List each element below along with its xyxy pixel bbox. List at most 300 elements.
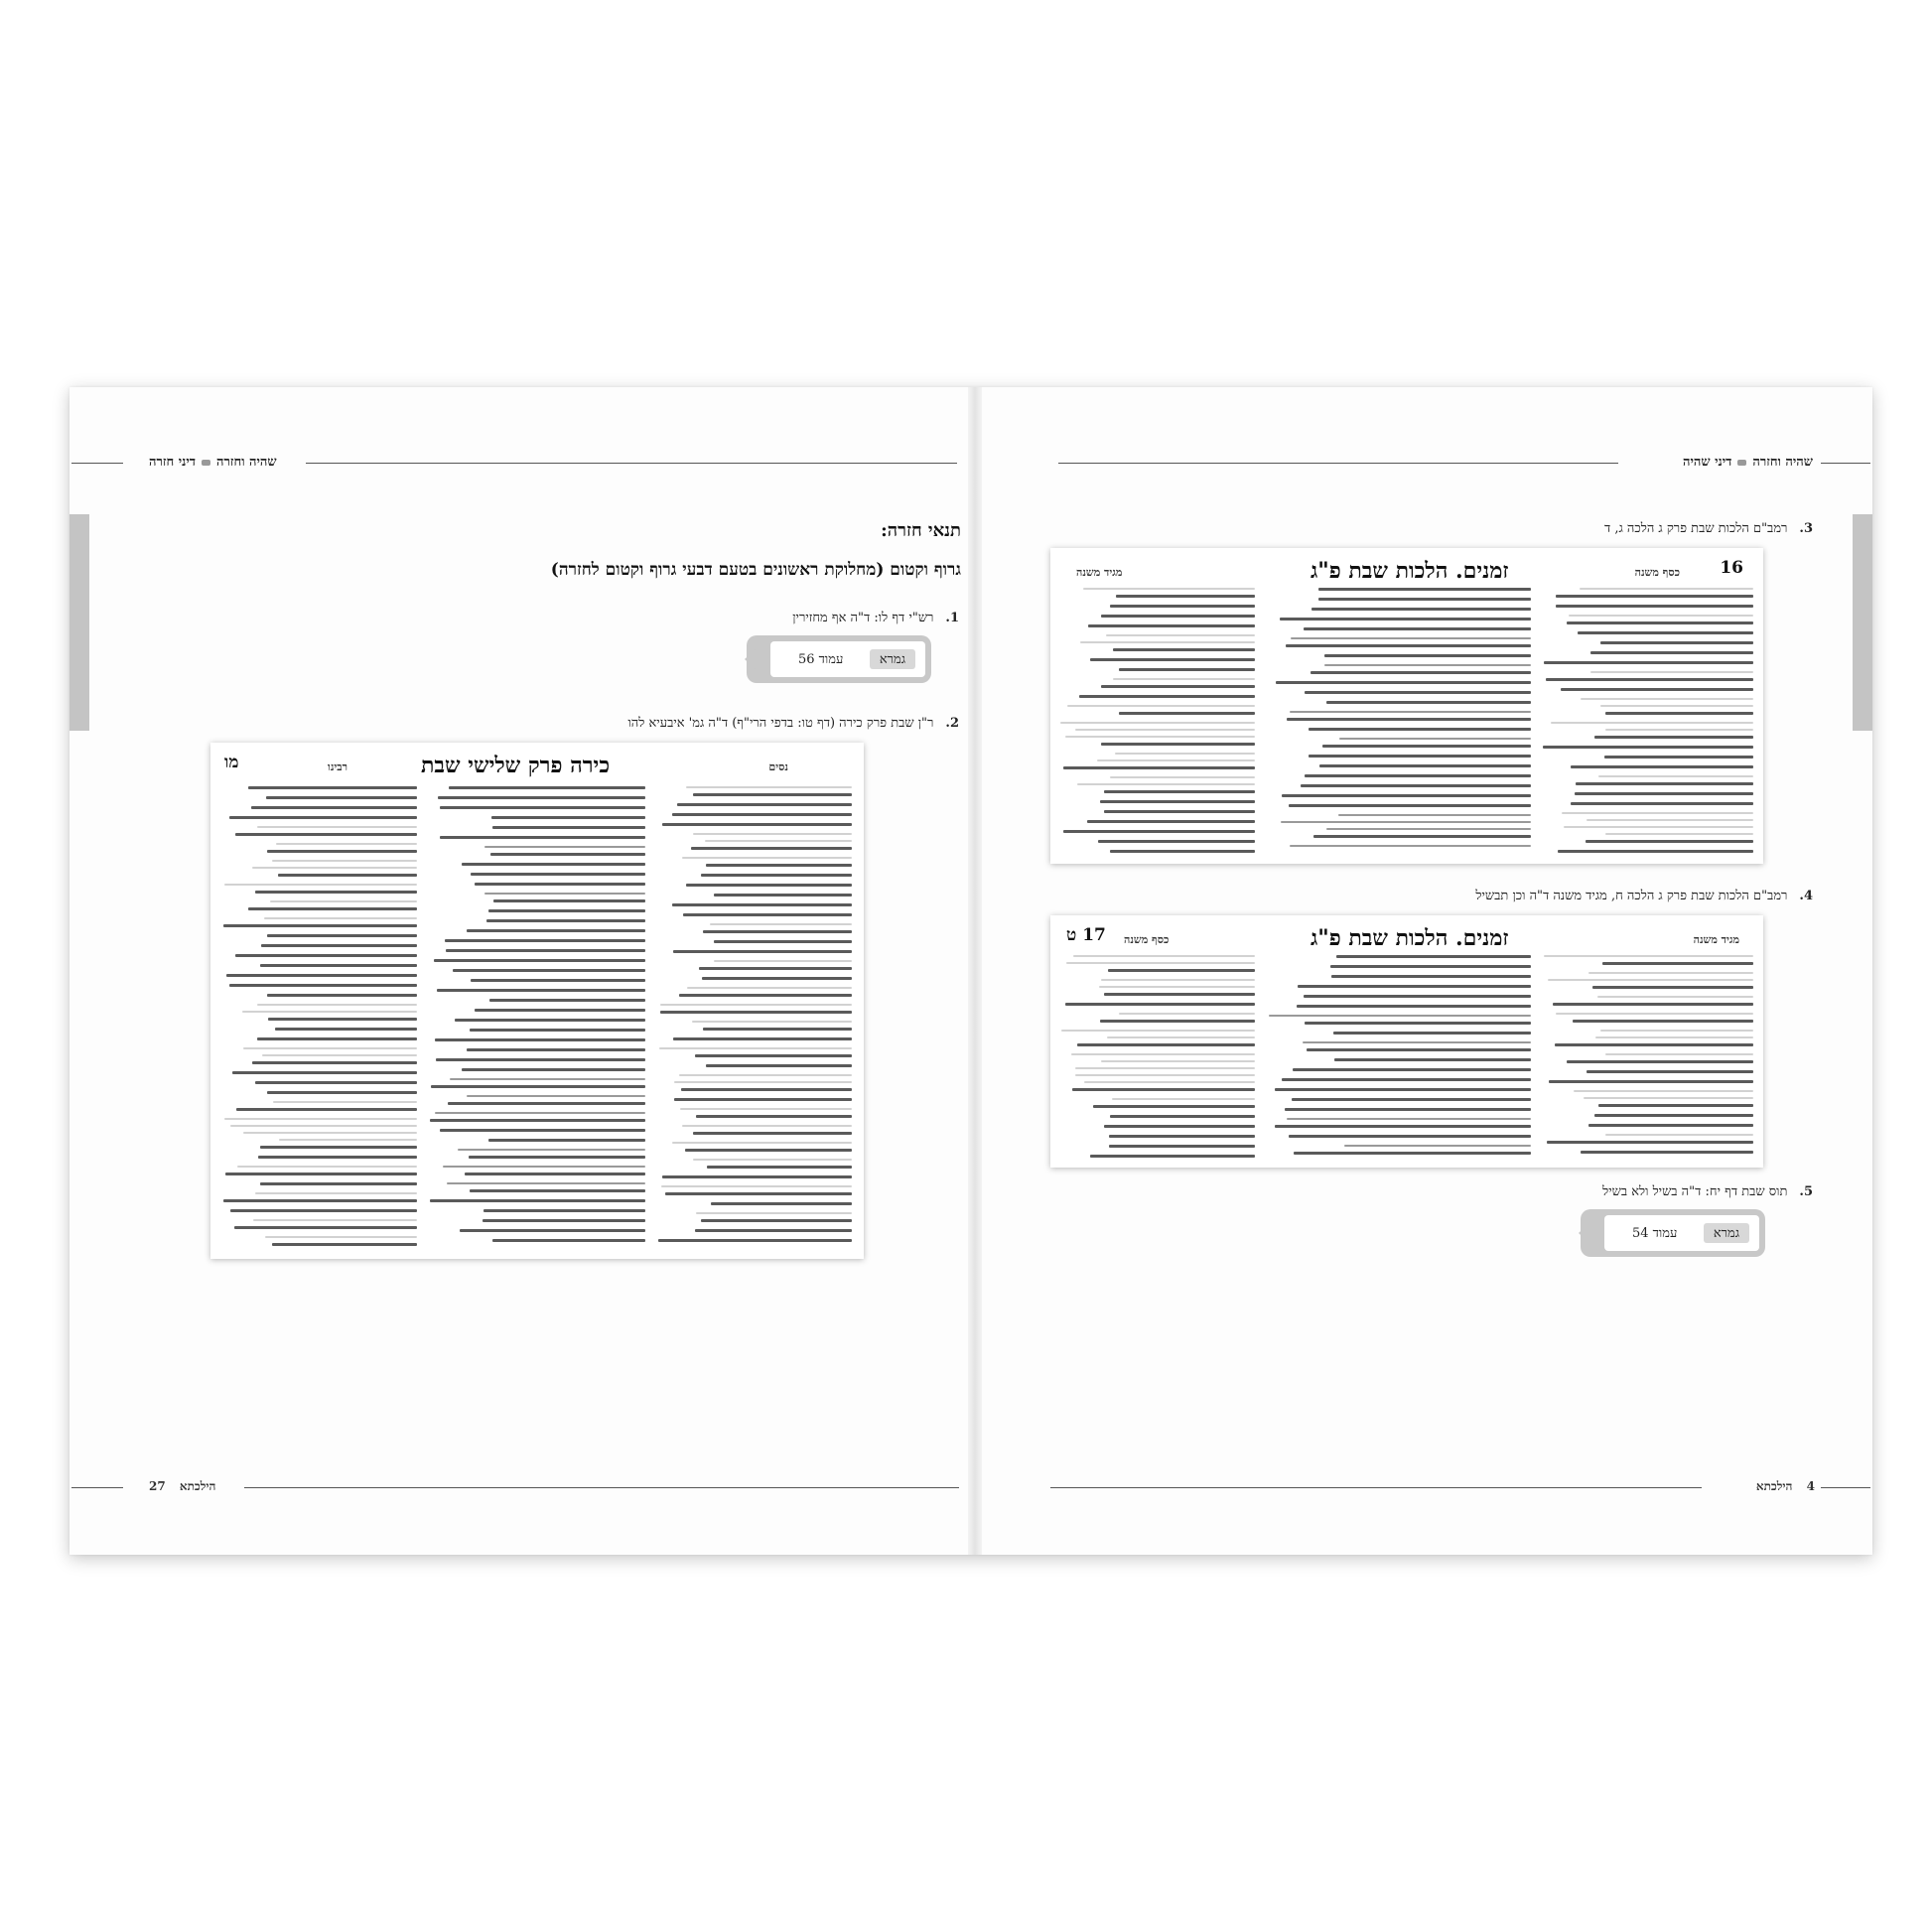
scan-text-line [703,1028,852,1031]
scan-text-line [681,1088,852,1091]
scan-col-left [1060,955,1255,1160]
scan-text-line [1077,783,1255,785]
footer-book: הילכתא [179,1479,216,1493]
scan-text-line [1063,766,1255,769]
scan-text-line [1285,1108,1531,1111]
scan-text-line [1575,792,1753,795]
scan-text-line [1087,820,1255,823]
right-footer [1756,1479,1815,1494]
scan-col-right [657,786,852,1249]
scan-text-line [437,989,645,992]
scan-text-line [1309,755,1531,758]
scan-text-line [1594,1114,1753,1117]
scan-text-line [447,1182,645,1184]
right-page-tab [1853,514,1872,731]
scan-text-line [224,1118,417,1120]
scan-text-line [1333,1032,1531,1035]
scan-text-line [1556,595,1753,598]
badge-inner [1604,1215,1759,1251]
scan-text-line [1289,804,1531,807]
scan-title: כירה פרק שלישי שבת [421,753,611,778]
scan-text-line [440,836,645,839]
scan-text-line [248,786,417,789]
scan-text-line [260,1182,417,1185]
left-gemara-badge[interactable] [747,635,931,683]
scan-text-line [695,1229,852,1232]
scan-text-line [467,1048,645,1051]
right-header-rule-short [1821,463,1870,464]
scan-text-line [1098,840,1255,843]
left-page-subtitle: גרוף וקטום (מחלוקת ראשונים בטעם דבעי גרוף וקטום לחזרה) [550,560,961,580]
scan-text-line [695,1054,852,1057]
scan-text-line [258,1156,417,1159]
scan-text-line [677,803,852,806]
scan-text-line [488,909,645,912]
scan-text-line [1063,830,1255,833]
scan-text-line [275,1028,417,1031]
scan-text-line [1595,1036,1753,1038]
scan-text-line [272,1243,417,1246]
scan-text-line [1101,1060,1255,1062]
scan-text-line [438,796,645,799]
scan-text-line [714,894,852,897]
scan-text-line [1598,1104,1753,1107]
scan-text-line [1119,1013,1255,1015]
right-source-3[interactable] [1604,520,1813,536]
scan-text-line [1281,821,1531,823]
scan-text-line [488,1139,645,1142]
right-source-scan-1 [1050,548,1763,864]
left-running-header [149,454,277,470]
scan-text-line [430,1199,645,1202]
scan-text-line [1311,671,1531,674]
right-header-part2: דיני שהיה [1682,455,1732,470]
scan-text-line [453,969,645,972]
scan-text-line [682,1125,852,1127]
scan-text-line [1573,1020,1753,1023]
scan-text-line [1282,794,1531,797]
scan-col-left [1060,588,1255,856]
scan-text-line [462,1068,645,1071]
badge-inner [770,641,925,677]
scan-text-line [1108,969,1255,972]
scan-text-line [276,843,417,845]
scan-text-line [1109,1135,1255,1138]
scan-text-line [1556,1013,1753,1015]
left-page-tab [69,514,89,731]
source-text: ר"ן שבת פרק כירה (דף טו: בדפי הרי"ף) ד"ה גמ' איבעיא להו [627,716,934,731]
scan-text-line [1578,631,1753,634]
scan-text-line [1294,1152,1531,1155]
scan-text-line [460,1229,645,1232]
scan-text-line [658,1239,852,1242]
left-header-rule-short [71,463,123,464]
scan-text-line [1067,705,1255,707]
scan-text-line [701,874,852,877]
scan-text-line [1592,986,1753,989]
scan-text-line [257,1037,417,1040]
scan-text-line [471,873,645,876]
scan-text-line [1104,810,1255,813]
scan-text-line [693,1132,852,1135]
scan-text-line [701,1219,852,1222]
scan-text-line [1326,701,1531,704]
scan-text-line [1594,736,1753,739]
scan-text-line [1110,1115,1255,1118]
scan-text-line [266,796,417,799]
scan-text-line [268,1018,417,1021]
scan-text-line [255,891,417,894]
scan-text-line [1336,955,1531,958]
scan-text-line [430,1119,645,1122]
scan-text-line [1324,664,1531,666]
scan-text-line [489,999,645,1002]
scan-text-line [251,806,417,809]
scan-text-line [1093,1105,1255,1108]
scan-text-line [674,1081,852,1083]
scan-text-line [455,1019,645,1022]
scan-text-line [1101,743,1255,746]
scan-text-line [1104,1125,1255,1128]
scan-text-line [1313,835,1531,838]
scan-text-line [265,1236,417,1238]
scan-text-line [693,1159,852,1161]
scan-text-line [1080,641,1255,643]
scan-header [1050,923,1763,953]
scan-text-line [1115,753,1255,755]
scan-text-line [1072,1088,1255,1091]
scan-text-line [679,1074,852,1076]
scan-text-line [1318,598,1531,601]
scan-text-line [1587,819,1753,821]
scan-text-line [1066,962,1255,964]
scan-text-line [1113,678,1255,680]
scan-text-line [273,1101,417,1103]
scan-text-line [696,1115,852,1118]
header-separator-icon [202,460,210,466]
scan-text-line [486,919,645,922]
scan-text-line [1600,641,1753,644]
scan-text-line [1104,790,1255,793]
scan-left-label: כסף משנה [1124,933,1170,946]
scan-text-line [1569,615,1753,617]
scan-text-line [1109,1145,1255,1148]
scan-text-line [1581,698,1753,700]
scan-text-line [707,1166,852,1169]
scan-text-line [1604,756,1753,759]
scan-text-line [1324,654,1531,657]
scan-text-line [483,1209,645,1212]
scan-text-line [687,987,852,989]
scan-text-line [1303,1041,1531,1043]
badge-page: עמוד 54 [1632,1226,1678,1241]
scan-text-line [234,1226,417,1229]
scan-text-line [1110,605,1255,608]
scan-text-line [1556,605,1753,608]
scan-text-line [672,903,852,906]
scan-text-line [1275,1125,1531,1128]
scan-text-line [236,1108,417,1111]
source-text: רמב"ם הלכות שבת פרק ג הלכה ג, ד [1603,521,1788,536]
scan-text-line [1099,986,1255,988]
scan-text-line [223,924,417,927]
scan-text-line [1588,972,1753,974]
scan-text-line [1598,775,1753,777]
scan-text-line [682,857,852,859]
scan-text-line [1101,685,1255,688]
scan-page-number: 16 [1720,558,1743,578]
source-number: 3. [1799,521,1813,536]
scan-text-line [223,1199,417,1202]
scan-text-line [1110,850,1255,853]
scan-text-line [1558,850,1753,853]
scan-text-line [1571,765,1753,768]
left-header-part2: דיני חזרה [149,455,197,470]
right-page [975,387,1872,1555]
scan-text-line [1276,681,1531,684]
source-text: רמב"ם הלכות שבת פרק ג הלכה ח, מגיד משנה ד"ה וכן תבשיל [1475,889,1788,903]
scan-text-line [1605,1053,1753,1055]
scan-text-line [450,1078,645,1080]
scan-text-line [1298,985,1531,988]
scan-text-line [1090,658,1255,661]
scan-header [210,751,864,780]
right-source-4[interactable] [1475,888,1813,903]
scan-text-line [443,1166,645,1168]
scan-text-line [665,1192,852,1195]
scan-text-line [673,950,852,953]
scan-text-line [680,1108,852,1110]
scan-text-line [434,959,645,962]
scan-text-line [462,863,645,866]
scan-text-line [264,917,417,919]
scan-text-line [1107,1036,1255,1038]
scan-text-line [272,860,417,862]
scan-page-letter: ט [1066,925,1077,945]
source-number: 4. [1799,889,1813,903]
scan-text-line [1304,995,1531,998]
source-number: 1. [945,611,959,625]
scan-text-line [267,1091,417,1094]
scan-text-line [683,913,852,916]
scan-text-line [710,923,852,925]
scan-text-line [672,813,852,816]
scan-text-line [1581,1151,1753,1154]
scan-text-line [1305,691,1531,694]
scan-text-line [1587,1070,1753,1073]
scan-text-line [267,994,417,997]
right-source-scan-2 [1050,915,1763,1168]
scan-text-line [243,1047,417,1049]
scan-text-line [1290,711,1531,713]
scan-text-line [1571,802,1753,805]
scan-text-line [1292,1098,1531,1101]
scan-text-line [491,816,645,819]
scan-text-line [1304,627,1531,630]
scan-text-line [686,786,852,788]
scan-text-line [1311,608,1531,611]
scan-text-line [1106,634,1255,636]
scan-text-line [691,847,852,850]
scan-text-line [440,1129,645,1132]
scan-text-line [1100,800,1255,803]
scan-text-line [1286,644,1531,647]
scan-page-number: מו [224,753,239,772]
scan-text-line [235,954,417,957]
scan-right-label: מגיד משנה [1693,933,1739,946]
scan-text-line [224,884,417,886]
scan-text-line [261,944,417,947]
scan-text-line [458,1149,645,1151]
badge-arrow-icon [745,635,770,683]
scan-text-line [692,1021,852,1023]
scan-text-line [1269,1015,1531,1017]
scan-page-num-value: 17 [1082,925,1106,945]
scan-text-line [711,1202,852,1205]
scan-text-line [475,1009,645,1012]
header-separator-icon [1737,460,1746,466]
scan-text-line [662,1175,852,1178]
scan-text-line [1119,668,1255,671]
scan-text-line [685,1149,852,1152]
scan-text-line [490,853,645,856]
scan-col-right [1543,588,1753,856]
scan-col-left [222,786,417,1249]
scan-text-line [1330,965,1531,968]
scan-text-line [1287,718,1531,721]
scan-text-line [435,1112,645,1114]
scan-text-line [1083,588,1255,590]
scan-text-line [1287,1118,1531,1120]
left-footer [149,1479,215,1494]
scan-text-line [705,840,852,842]
scan-text-line [1280,618,1531,621]
scan-text-line [1326,828,1531,830]
scan-text-line [1060,722,1255,724]
scan-text-line [1104,993,1255,996]
badge-arrow-icon [1579,1209,1604,1257]
scan-text-line [1119,712,1255,715]
scan-text-line [1338,814,1531,816]
scan-text-line [1101,615,1255,618]
scan-text-line [1344,1145,1531,1147]
right-gemara-badge[interactable] [1581,1209,1765,1257]
scan-text-line [1584,1097,1753,1099]
scan-text-line [230,1125,417,1127]
left-source-2[interactable] [627,715,959,731]
scan-text-line [1576,782,1753,785]
scan-text-line [252,1061,417,1064]
scan-text-line [440,806,645,809]
scan-text-line [706,1064,852,1067]
scan-header [1050,556,1763,586]
badge-label: גמרא [1704,1223,1749,1243]
scan-text-line [1290,845,1531,847]
scan-left-label: מגיד משנה [1076,566,1123,579]
scan-text-line [679,994,852,997]
scan-text-line [714,960,852,962]
scan-text-line [260,1146,417,1149]
scan-text-line [471,979,645,982]
scan-text-line [1322,745,1531,748]
scan-text-line [1574,1090,1753,1092]
scan-text-line [1331,975,1531,978]
scan-text-line [484,893,645,895]
scan-text-line [475,883,645,886]
scan-text-line [1101,979,1255,981]
scan-text-line [673,1037,852,1040]
scan-text-line [248,907,417,910]
scan-text-line [1293,1068,1531,1071]
scan-text-line [229,816,417,819]
footer-page-number: 27 [149,1479,166,1493]
scan-text-line [1291,637,1531,639]
scan-text-line [225,1173,417,1175]
scan-text-line [445,939,645,942]
scan-text-line [469,1156,645,1159]
scan-text-line [706,864,852,867]
scan-text-line [1318,588,1531,591]
scan-text-line [436,1058,645,1061]
scan-text-line [1586,840,1753,843]
scan-text-line [243,1132,417,1134]
scan-text-line [1307,1048,1531,1051]
left-header-part1: שהיה וחזרה [216,455,277,470]
scan-text-line [449,786,645,789]
scan-title: זמנים. הלכות שבת פ"ג [1311,558,1509,584]
scan-text-line [232,1071,417,1074]
scan-text-line [1605,729,1753,731]
scan-title: זמנים. הלכות שבת פ"ג [1311,925,1509,951]
scan-text-line [686,884,852,887]
scan-text-line [1544,661,1753,664]
scan-text-line [1309,728,1531,731]
scan-text-line [1088,624,1255,627]
scan-text-line [1071,1053,1255,1055]
scan-right-label: נסים [768,760,788,773]
scan-text-line [431,1085,645,1088]
scan-text-line [696,1212,852,1214]
scan-text-line [262,1054,417,1056]
scan-text-line [255,1192,417,1194]
badge-page: עמוד 56 [798,652,844,667]
right-running-header [1683,454,1813,470]
scan-text-line [493,899,645,902]
left-source-scan [210,743,864,1259]
scan-text-line [660,1011,852,1014]
scan-left-label: רבינו [328,760,347,773]
scan-text-line [693,793,852,796]
scan-text-line [1547,1141,1753,1144]
scan-text-line [1339,738,1531,740]
left-source-1[interactable] [792,610,959,625]
scan-text-line [446,949,645,952]
scan-text-line [253,1219,417,1221]
scan-text-line [1546,678,1753,681]
source-number: 2. [945,716,959,731]
scan-text-line [1075,1067,1255,1069]
right-source-5[interactable] [1602,1183,1813,1199]
scan-text-line [1555,1043,1753,1046]
scan-text-line [230,1209,417,1212]
scan-text-line [660,1004,852,1006]
scan-text-line [278,874,417,877]
scan-text-line [492,1239,645,1242]
scan-text-line [1079,695,1255,698]
scan-text-line [1065,736,1255,738]
scan-text-line [226,974,417,977]
scan-text-line [237,1166,417,1168]
